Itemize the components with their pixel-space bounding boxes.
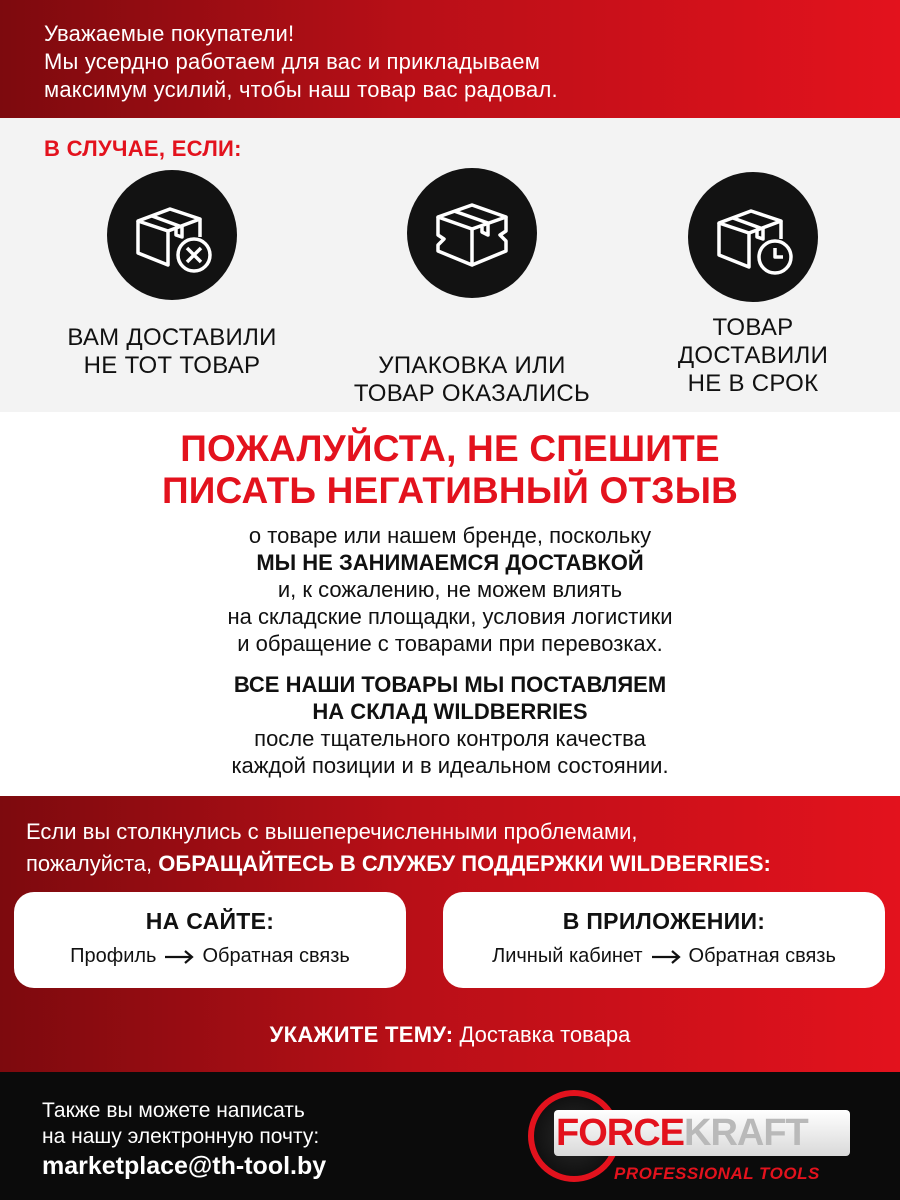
logo-wordmark: FORCE KRAFT xyxy=(554,1110,850,1156)
footer-line-2: на нашу электронную почту: xyxy=(42,1125,320,1148)
site-path: Профиль Обратная связь xyxy=(70,945,350,967)
logo-tagline: PROFESSIONAL TOOLS xyxy=(614,1164,820,1183)
cases-title: В СЛУЧАЕ, ЕСЛИ: xyxy=(44,136,242,161)
arrow-right-icon xyxy=(651,950,681,964)
broken-box-icon xyxy=(407,168,537,298)
forcekraft-logo xyxy=(528,1086,858,1190)
intro-line-2: максимум усилий, чтобы наш товар вас радовал. xyxy=(44,77,558,102)
intro-line-1: Мы усердно работаем для вас и прикладываем xyxy=(44,49,541,74)
case-label: УПАКОВКА ИЛИ ТОВАР ОКАЗАЛИСЬ xyxy=(353,352,591,407)
greeting: Уважаемые покупатели! xyxy=(44,21,295,46)
site-card-title: НА САЙТЕ: xyxy=(145,908,275,934)
case-label: ВАМ ДОСТАВИЛИ НЕ ТОТ ТОВАР xyxy=(67,324,277,379)
case-damaged xyxy=(322,168,622,436)
footer xyxy=(0,1072,900,1200)
app-card-title: В ПРИЛОЖЕНИИ: xyxy=(562,908,766,934)
box-clock-icon xyxy=(688,172,818,302)
email-link[interactable]: marketplace@th-tool.by xyxy=(42,1152,327,1180)
case-label: ТОВАР ДОСТАВИЛИ НЕ В СРОК xyxy=(677,314,829,397)
case-late xyxy=(642,172,864,398)
app-card xyxy=(443,892,885,988)
site-card xyxy=(14,892,406,988)
case-wrong-item xyxy=(40,170,304,380)
message-section xyxy=(0,412,900,796)
box-cross-icon xyxy=(107,170,237,300)
delivery-paragraph: о товаре или нашем бренде, поскольку МЫ НЕ ЗАНИМАЕМСЯ ДОСТАВКОЙ и, к сожалению, не можем влиять на складские площадки, условия логистики и обращение с товарами при перевозках. xyxy=(227,523,673,656)
headline: ПОЖАЛУЙСТА, НЕ СПЕШИТЕ ПИСАТЬ НЕГАТИВНЫЙ ОТЗЫВ xyxy=(161,428,739,511)
app-path: Личный кабинет Обратная связь xyxy=(492,945,836,967)
quality-paragraph: ВСЕ НАШИ ТОВАРЫ МЫ ПОСТАВЛЯЕМ НА СКЛАД WILDBERRIES после тщательного контроля качества каждой позиции и в идеальном состоянии. xyxy=(231,672,669,778)
support-text: Если вы столкнулись с вышеперечисленными проблемами, пожалуйста, ОБРАЩАЙТЕСЬ В СЛУЖБУ ПОДДЕРЖКИ WILDBERRIES: xyxy=(26,819,771,876)
support-section xyxy=(0,796,900,1072)
topic-line: УКАЖИТЕ ТЕМУ: Доставка товара xyxy=(269,1022,631,1047)
cases-section xyxy=(0,118,900,412)
arrow-right-icon xyxy=(164,950,194,964)
top-banner xyxy=(0,0,900,118)
footer-line-1: Также вы можете написать xyxy=(42,1099,305,1122)
